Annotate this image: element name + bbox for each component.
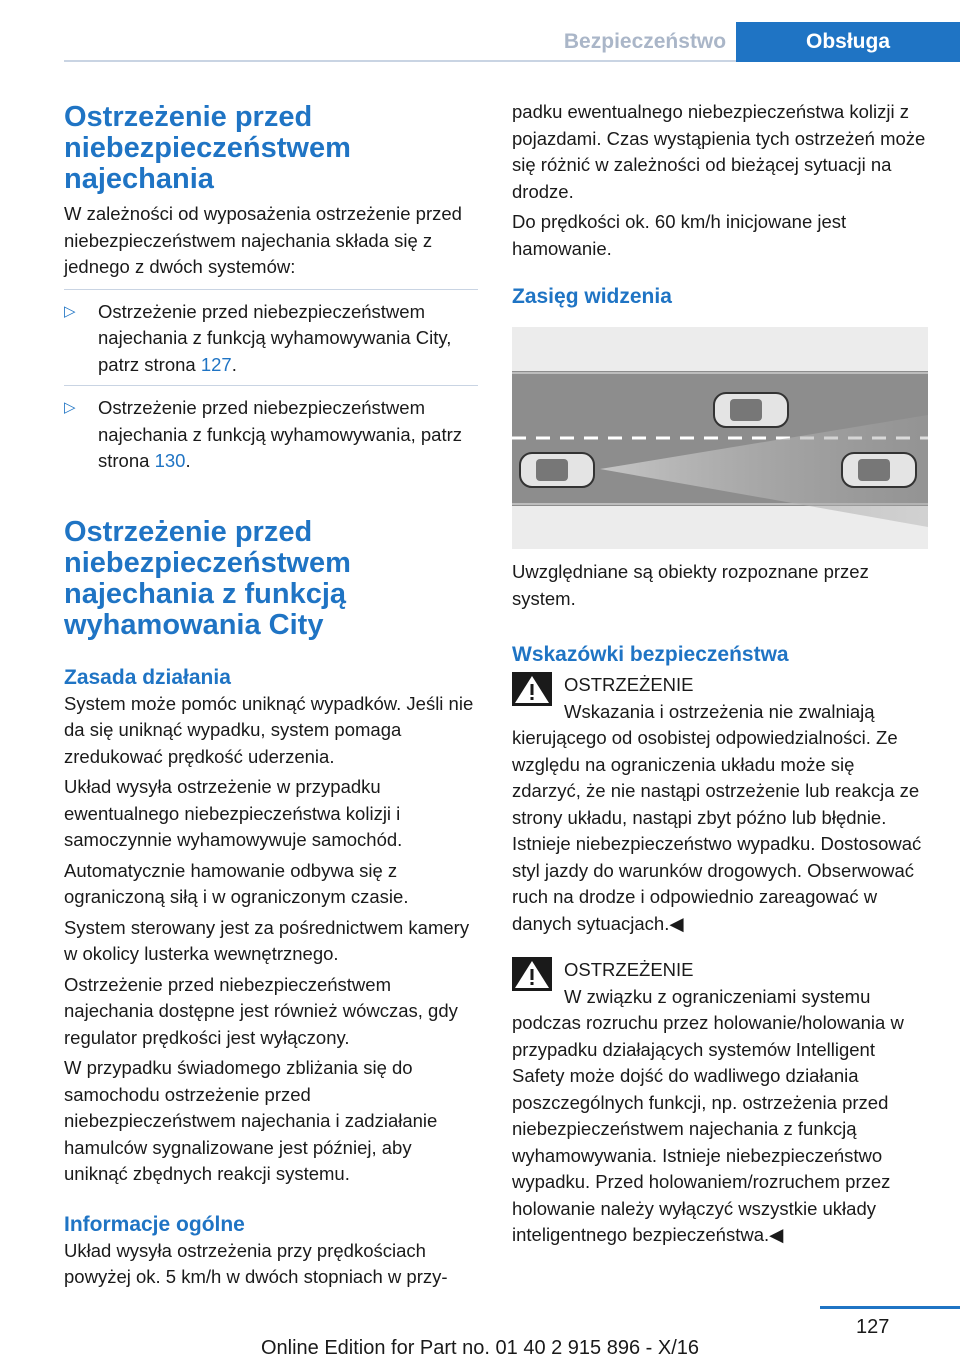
car-adjacent-lane <box>714 393 788 427</box>
footer-rule <box>820 1306 960 1309</box>
tab-bezpieczenstwo[interactable]: Bezpieczeństwo <box>563 30 727 53</box>
general-paragraph: Układ wysyła ostrzeżenia przy prędkościach powyżej ok. 5 km/h w dwóch stopniach w przy- <box>64 1239 448 1287</box>
heading-principle: Zasada działania <box>64 665 231 689</box>
heading-safety: Wskazówki bezpieczeństwa <box>512 643 789 666</box>
intro-paragraph: W zależności od wyposażenia ostrzeżenie przed niebezpieczeństwem najechania składa się z jednego z dwóch systemów: <box>64 203 462 277</box>
bullet-divider <box>64 289 478 290</box>
triangle-bullet-icon: ▷ <box>64 302 76 320</box>
continued-paragraph: padku ewentualnego niebezpieczeństwa kolizji z pojazdami. Czas wystąpienia tych ostrzeżeń może się różnić w zależności od bieżącej sytuacji na drodze. <box>512 101 926 202</box>
heading-warning: Ostrzeżenie przed niebezpieczeństwem najechania <box>64 101 351 195</box>
triangle-bullet-icon: ▷ <box>64 399 76 416</box>
bullet-text: Ostrzeżenie przed niebezpieczeństwem najechania z funkcją wyhamowywania City, patrz strona <box>98 300 452 375</box>
warning-text: W związku z ograniczeniami systemu podczas rozruchu przez holowanie/holowania w przypadku działających systemów Intelligent Safety może dojść do wadliwego działania poszczególnych funkcji, np. ostrzeżenia przed niebezpieczeństwem najechania z funkcją wyhamowywania. Istnieje niebezpieczeństwo wypadku. Przed holowaniem/rozruchem przez holowanie należy wyłączyć wszystkie układy inteligentnego bezpieczeństwa.◀ <box>512 985 904 1245</box>
heading-range: Zasięg widzenia <box>512 285 672 308</box>
heading-general: Informacje ogólne <box>64 1212 245 1236</box>
left-column <box>64 102 478 1295</box>
principle-paragraph: W przypadku świadomego zbliżania się do samochodu ostrzeżenie przed niebezpieczeństwem najechania i zadziałanie hamulców sygnalizowane jest później, aby uniknąć zbędnych reakcji systemu. <box>64 1057 438 1184</box>
road-illustration <box>512 327 928 549</box>
page-link-130[interactable]: 130 <box>154 450 186 471</box>
car-ahead <box>842 453 916 487</box>
warning-block <box>512 672 928 937</box>
principle-paragraph: Układ wysyła ostrzeżenie w przypadku ewentualnego niebezpieczeństwa kolizji i samoczynnie wyhamowywuje samochód. <box>64 776 403 850</box>
principle-paragraph: Automatycznie hamowanie odbywa się z ograniczoną siłą i w ograniczonym czasie. <box>64 859 409 907</box>
tab-obsluga[interactable]: Obsługa <box>736 22 960 62</box>
principle-paragraph: Ostrzeżenie przed niebezpieczeństwem najechania dostępne jest również wówczas, gdy regulator prędkości jest wyłączony. <box>64 973 458 1048</box>
page-link-127[interactable]: 127 <box>200 353 232 375</box>
warning-triangle-icon <box>512 672 552 706</box>
car-ego <box>520 453 594 487</box>
principle-paragraph: System sterowany jest za pośrednictwem kamery w okolicy lusterka wewnętrznego. <box>64 916 470 964</box>
bullet-braking: ▷ Ostrzeżenie przed niebezpieczeństwem najechania z funkcją wyhamowywania, patrz strona 130. <box>64 397 463 471</box>
braking-paragraph: Do prędkości ok. 60 km/h inicjowane jest hamowanie. <box>512 211 847 259</box>
bullet-text: Ostrzeżenie przed niebezpieczeństwem najechania z funkcją wyhamowywania, patrz strona <box>98 397 463 471</box>
figure-caption: Uwzględniane są obiekty rozpoznane przez system. <box>512 561 869 609</box>
warning-triangle-icon <box>512 957 552 991</box>
page-number: 127 <box>856 1316 890 1338</box>
warning-title: OSTRZEŻENIE <box>564 674 694 695</box>
warning-block <box>512 957 928 1249</box>
bullet-city: ▷ Ostrzeżenie przed niebezpieczeństwem najechania z funkcją wyhamowywania City, patrz strona 127. <box>64 300 452 375</box>
warning-title: OSTRZEŻENIE <box>564 959 694 980</box>
heading-city: Ostrzeżenie przed niebezpieczeństwem najechania z funkcją wyhamowania City <box>64 515 351 641</box>
right-column <box>512 99 928 1253</box>
principle-paragraph: System może pomóc uniknąć wypadków. Jeśli nie da się uniknąć wypadku, system pomaga zredukować prędkość uderzenia. <box>64 692 474 767</box>
edition-footer: Online Edition for Part no. 01 40 2 915 896 - X/16 <box>260 1337 700 1359</box>
warning-text: Wskazania i ostrzeżenia nie zwalniają kierującego od osobistej odpowiedzialności. Ze względu na ograniczenia układu może się zdarzyć, że nie nastąpi ostrzeżenie lub reakcja ze strony układu, nastąpi zbyt późno lub błędnie. Istnieje niebezpieczeństwo wypadku. Dostosować styl jazdy do warunków drogowych. Obserwować ruch na drodze i odpowiednio zareagować w danych sytuacjach.◀ <box>512 700 922 934</box>
bullet-divider <box>64 385 478 386</box>
detection-range-figure <box>512 327 928 549</box>
